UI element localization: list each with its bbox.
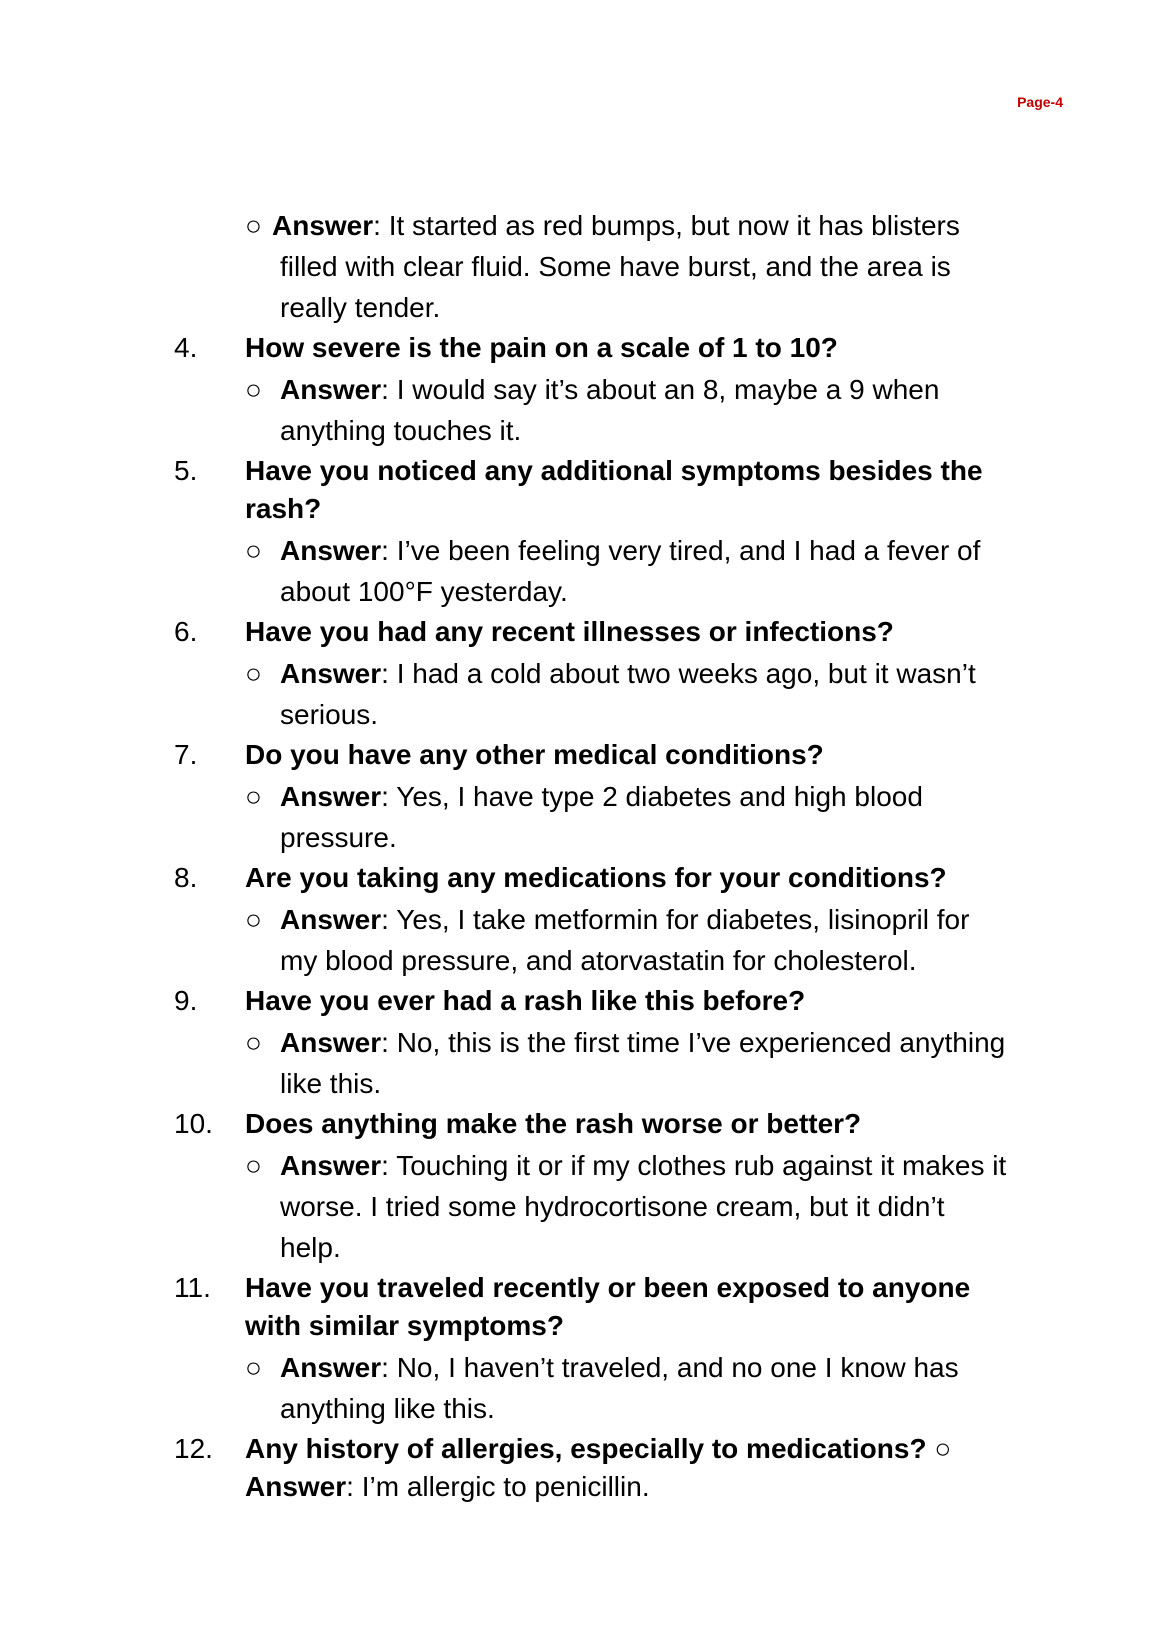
answer-text: : I’m allergic to penicillin. <box>346 1471 650 1502</box>
bullet-icon: ○ <box>245 1027 262 1058</box>
question-number: 9. <box>174 985 198 1016</box>
answer-lead <box>272 210 960 323</box>
question-text: Have you noticed any additional symptoms besides the rash? <box>245 455 983 524</box>
bullet-icon: ○ <box>245 904 262 935</box>
question-item-5 <box>0 452 1159 528</box>
answer-label: Answer <box>280 658 382 689</box>
document-body <box>0 205 1159 1506</box>
answer-item-3 <box>0 205 1159 328</box>
answer-text: : I would say it’s about an 8, maybe a 9 when anything touches it. <box>280 374 940 446</box>
page-number-label: Page-4 <box>1017 94 1063 110</box>
bullet-icon: ○ <box>245 210 262 241</box>
question-item-8 <box>0 859 1159 897</box>
question-number: 6. <box>174 616 198 647</box>
answer-text: : No, I haven’t traveled, and no one I know has anything like this. <box>280 1352 959 1424</box>
question-text: Does anything make the rash worse or better? <box>245 1108 862 1139</box>
question-text: Any history of allergies, especially to medications? <box>245 1433 927 1464</box>
bullet-icon: ○ <box>934 1433 952 1464</box>
answer-item-10 <box>0 1145 1159 1268</box>
question-number: 12. <box>174 1433 213 1464</box>
question-number: 5. <box>174 455 198 486</box>
bullet-icon: ○ <box>245 1352 262 1383</box>
answer-label: Answer <box>280 1352 382 1383</box>
answer-item-5 <box>0 530 1159 612</box>
question-number: 7. <box>174 739 198 770</box>
question-number: 10. <box>174 1108 213 1139</box>
question-item-11 <box>0 1269 1159 1345</box>
question-item-7 <box>0 736 1159 774</box>
question-item-4 <box>0 329 1159 367</box>
bullet-icon: ○ <box>245 535 262 566</box>
bullet-icon: ○ <box>245 658 262 689</box>
question-text: How severe is the pain on a scale of 1 to 10? <box>245 332 838 363</box>
question-text: Have you had any recent illnesses or infections? <box>245 616 894 647</box>
question-text: Do you have any other medical conditions? <box>245 739 824 770</box>
answer-text: : I’ve been feeling very tired, and I had a fever of about 100°F yesterday. <box>280 535 981 607</box>
question-number: 11. <box>174 1272 211 1303</box>
question-item-6 <box>0 613 1159 651</box>
answer-item-11 <box>0 1347 1159 1429</box>
answer-label: Answer <box>280 904 382 935</box>
answer-label: Answer <box>280 374 382 405</box>
answer-label: Answer <box>280 781 382 812</box>
bullet-icon: ○ <box>245 1150 262 1181</box>
question-number: 8. <box>174 862 198 893</box>
bullet-icon: ○ <box>245 781 262 812</box>
answer-item-6 <box>0 653 1159 735</box>
answer-item-8 <box>0 899 1159 981</box>
question-text: Have you ever had a rash like this before? <box>245 985 806 1016</box>
question-number: 4. <box>174 332 198 363</box>
answer-text: : No, this is the first time I’ve experienced anything like this. <box>280 1027 1006 1099</box>
answer-item-7 <box>0 776 1159 858</box>
answer-text: : Touching it or if my clothes rub against it makes it worse. I tried some hydrocortisone cream, but it didn’t help. <box>280 1150 1007 1263</box>
answer-item-4 <box>0 369 1159 451</box>
answer-label: Answer <box>272 210 374 241</box>
question-text: Are you taking any medications for your conditions? <box>245 862 947 893</box>
answer-label: Answer <box>245 1471 347 1502</box>
question-item-10 <box>0 1105 1159 1143</box>
answer-label: Answer <box>280 1027 382 1058</box>
question-text: Have you traveled recently or been exposed to anyone with similar symptoms? <box>245 1272 971 1341</box>
answer-item-9 <box>0 1022 1159 1104</box>
answer-label: Answer <box>280 535 382 566</box>
bullet-icon: ○ <box>245 374 262 405</box>
answer-text: : I had a cold about two weeks ago, but it wasn’t serious. <box>280 658 976 730</box>
answer-text: : Yes, I have type 2 diabetes and high blood pressure. <box>280 781 923 853</box>
question-item-9 <box>0 982 1159 1020</box>
question-item-12 <box>0 1430 1159 1506</box>
answer-text: : Yes, I take metformin for diabetes, lisinopril for my blood pressure, and atorvastatin for cholesterol. <box>280 904 970 976</box>
answer-label: Answer <box>280 1150 382 1181</box>
answer-text: : It started as red bumps, but now it has blisters filled with clear fluid. Some have burst, and the area is really tender. <box>280 210 960 323</box>
